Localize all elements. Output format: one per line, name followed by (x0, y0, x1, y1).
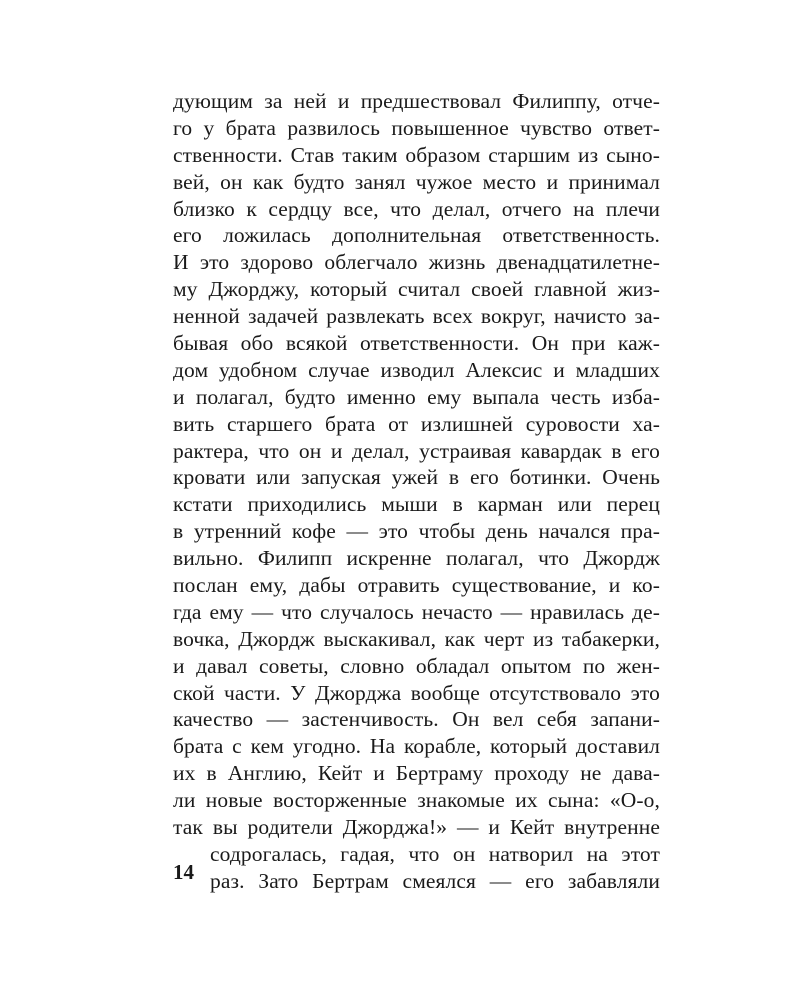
text-line: так вы родители Джорджа!» — и Кейт внутренне (173, 815, 660, 840)
text-line: вей, он как будто занял чужое место и принимал (173, 169, 660, 194)
text-line: кстати приходились мыши в карман или перец (173, 492, 660, 517)
text-line: ненной задачей развлекать всех вокруг, начисто за- (173, 304, 660, 329)
text-line: дом удобном случае изводил Алексис и младших (173, 357, 660, 382)
text-line: вочка, Джордж выскакивал, как черт из табакерки, (173, 626, 660, 651)
text-line: и полагал, будто именно ему выпала честь изба- (173, 384, 660, 409)
text-line: в утренний кофе — это чтобы день начался пра- (173, 519, 660, 544)
text-line: вить старшего брата от излишней суровости ха- (173, 411, 660, 436)
text-line: гда ему — что случалось нечасто — нравилась де- (173, 599, 660, 624)
text-line: брата с кем угодно. На корабле, который доставил (173, 734, 660, 759)
text-line: дующим за ней и предшествовал Филиппу, отче- (173, 89, 660, 113)
text-line: вильно. Филипп искренне полагал, что Джордж (173, 546, 660, 571)
text-line: близко к сердцу все, что делал, отчего на плечи (173, 196, 660, 221)
text-line: и давал советы, словно обладал опытом по жен- (173, 653, 660, 678)
page-body-text (173, 88, 660, 895)
text-line: го у брата развилось повышенное чувство ответ- (173, 115, 660, 140)
text-line: рактера, что он и делал, устраивая кавардак в его (173, 438, 660, 463)
text-line: ской части. У Джорджа вообще отсутствовало это (173, 680, 660, 705)
text-line: их в Англию, Кейт и Бертраму проходу не дава- (173, 761, 660, 786)
text-line: раз. Зато Бертрам смеялся — его забавляли (210, 868, 660, 893)
text-line: послан ему, дабы отравить существование, и ко- (173, 573, 660, 598)
text-line: бывая обо всякой ответственности. Он при каж- (173, 331, 660, 356)
page-number: 14 (173, 860, 194, 884)
text-line: ственности. Став таким образом старшим из сыно- (173, 142, 660, 167)
text-line: кровати или запуская ужей в его ботинки. Очень (173, 465, 660, 490)
text-line: ли новые восторженные знакомые их сына: «О-о, (173, 788, 660, 813)
text-line: его ложилась дополнительная ответственность. (173, 223, 660, 248)
text-line: содрогалась, гадая, что он натворил на этот (210, 841, 660, 866)
text-line: му Джорджу, который считал своей главной жиз- (173, 277, 660, 302)
text-line: И это здорово облегчало жизнь двенадцатилетне- (173, 250, 660, 275)
text-line: качество — застенчивость. Он вел себя запани- (173, 707, 660, 732)
